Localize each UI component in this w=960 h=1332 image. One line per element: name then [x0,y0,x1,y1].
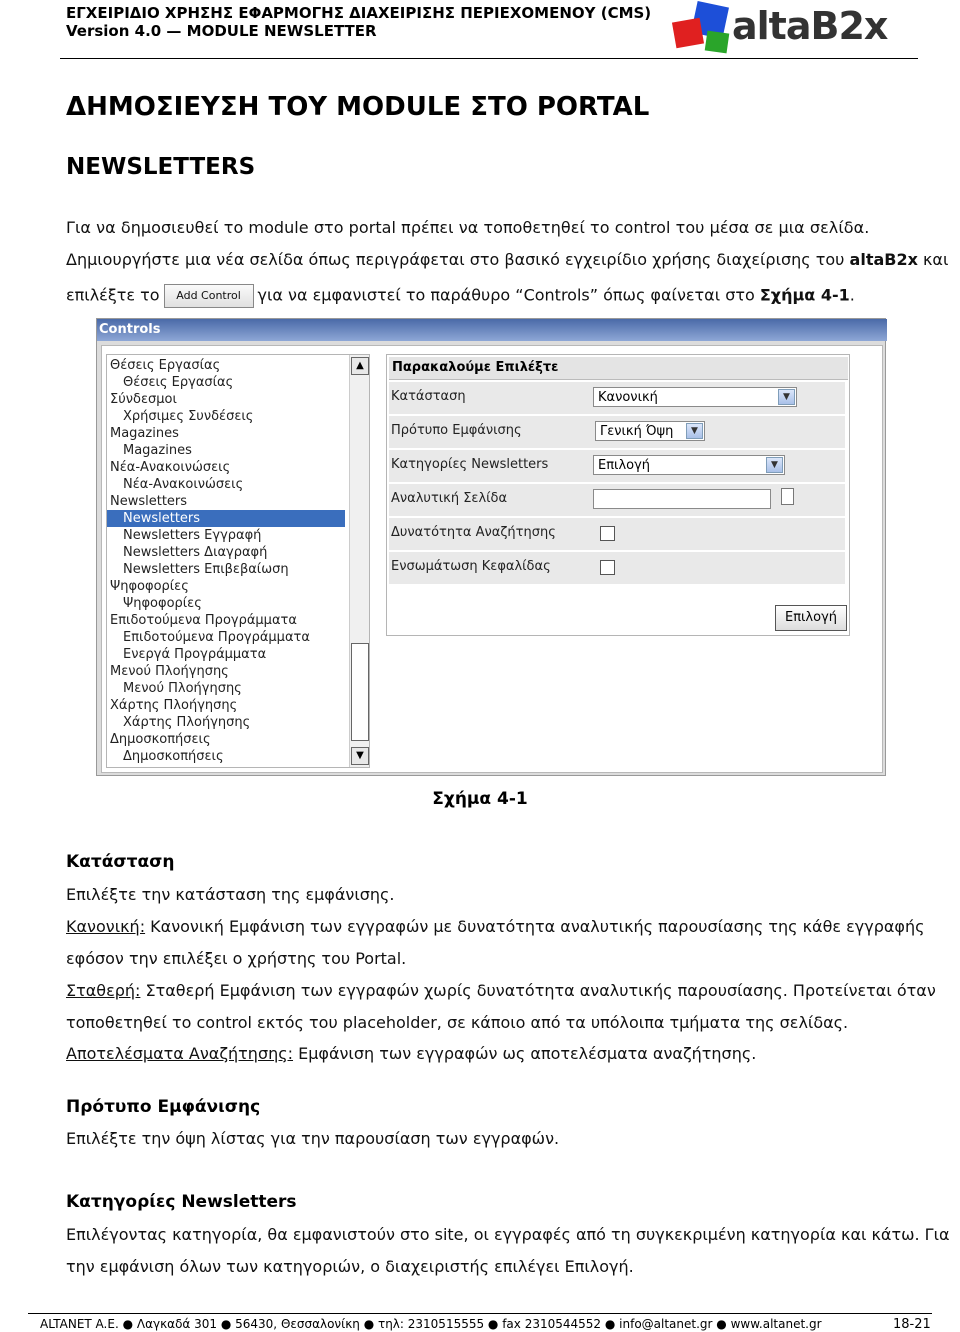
tree-item-child[interactable]: Newsletters Επιβεβαίωση [123,562,289,577]
tree-item-group[interactable]: Επιδοτούμενα Προγράμματα [110,613,297,628]
tree-item-child[interactable]: Δημοσκοπήσεις [123,749,224,764]
tree-item-child[interactable]: Magazines [123,443,192,458]
tree-item-child[interactable]: Newsletters Εγγραφή [123,528,262,543]
tree-item-child[interactable]: Χρήσιμες Συνδέσεις [123,409,254,424]
tree-item-group[interactable]: Newsletters [110,494,188,509]
tree-item-group[interactable]: Ψηφοφορίες [110,579,189,594]
intro-line-1: Για να δημοσιευθεί το module στο portal πρέπει να τοποθετηθεί το control του μέσα σε μια σελίδα. [66,218,870,237]
template-label: Πρότυπο Εμφάνισης [391,423,522,438]
tree-item-group[interactable]: Δημοσκοπήσεις [110,732,211,747]
normal-description-2: εφόσον την επιλέξει ο χρήστης του Portal. [66,949,407,968]
scroll-up-icon[interactable]: ▲ [351,357,369,375]
categories-paragraph-2: την εμφάνιση όλων των κατηγοριών, ο διαχειριστής επιλέγει Επιλογή. [66,1257,634,1276]
tree-item-child[interactable]: Ψηφοφορίες [123,596,202,611]
template-row [389,416,845,449]
tree-item-group[interactable]: Χάρτης Πλοήγησης [110,698,238,713]
tree-item-group[interactable]: Μενού Πλοήγησης [110,664,229,679]
tree-item-child[interactable]: Επιδοτούμενα Προγράμματα [123,630,310,645]
template-paragraph: Επιλέξτε την όψη λίστας για την παρουσίαση των εγγραφών. [66,1129,560,1148]
options-panel-title: Παρακαλούμε Επιλέξτε [389,357,848,380]
header-embed-checkbox[interactable] [600,560,615,575]
tree-item-group[interactable]: Νέα-Ανακοινώσεις [110,460,231,475]
status-label: Κατάσταση [391,389,466,404]
logo-text: altaB2x [732,4,888,48]
header-row [389,552,845,585]
categories-heading: Κατηγορίες Newsletters [66,1192,297,1212]
categories-select[interactable]: Επιλογή ▼ [593,455,785,475]
normal-description: Κανονική: Κανονική Εμφάνιση των εγγραφών με δυνατότητα αναλυτικής παρουσίασης της κάθε εγγραφής [66,917,925,936]
status-select[interactable]: Κανονική ▼ [593,387,797,407]
chevron-down-icon[interactable]: ▼ [766,457,783,473]
tree-item-child[interactable]: Μενού Πλοήγησης [123,681,242,696]
page-number: 18-21 [893,1317,931,1332]
figure-caption: Σχήμα 4-1 [432,789,528,809]
header-title: ΕΓΧΕΙΡΙΔΙΟ ΧΡΗΣΗΣ ΕΦΑΡΜΟΓΗΣ ΔΙΑΧΕΙΡΙΣΗΣ ΠΕΡΙΕΧΟΜΕΝΟΥ (CMS) [66,4,652,22]
page-picker-icon[interactable] [781,488,794,505]
fixed-description-2: τοποθετηθεί το control εκτός του placeholder, σε κάποιο από τα υπόλοιπα τμήματα της σελίδας. [66,1013,849,1032]
controls-tree [106,354,370,768]
scroll-down-icon[interactable]: ▼ [351,747,369,765]
tree-item-child[interactable]: Ενεργά Προγράμματα [123,647,267,662]
chevron-down-icon[interactable]: ▼ [686,423,703,439]
detail-page-row [389,484,845,517]
fixed-description: Σταθερή: Σταθερή Εμφάνιση των εγγραφών χωρίς δυνατότητα αναλυτικής παρουσίασης. Προτείνεται όταν [66,981,936,1000]
controls-window-body [101,345,883,773]
header-version: Version 4.0 — MODULE NEWSLETTER [66,22,377,40]
intro-line-3: επιλέξτε το Add Control για να εμφανιστεί το παράθυρο “Controls” όπως φαίνεται στο Σχήμα 4-1. [66,284,855,308]
tree-item-group[interactable]: Magazines [110,426,179,441]
scroll-thumb[interactable] [351,643,369,741]
status-row [389,382,845,415]
add-control-button[interactable]: Add Control [164,284,254,308]
status-heading: Κατάσταση [66,852,175,872]
page-title: ΔΗΜΟΣΙΕΥΣΗ ΤΟΥ MODULE ΣΤΟ PORTAL [66,92,650,122]
altab2x-logo [672,0,912,56]
intro-line-2: Δημιουργήστε μια νέα σελίδα όπως περιγράφεται στο βασικό εγχειρίδιο χρήσης διαχείρισης του altaB2x και [66,250,949,269]
tree-item-group[interactable]: Σύνδεσμοι [110,392,177,407]
choose-button[interactable]: Επιλογή [775,605,847,631]
tree-item-child[interactable]: Θέσεις Εργασίας [123,375,234,390]
status-paragraph: Επιλέξτε την κατάσταση της εμφάνισης. [66,885,395,904]
logo-red-square [672,18,704,48]
logo-green-square [705,31,730,54]
page-subtitle: NEWSLETTERS [66,154,256,180]
tree-scrollbar[interactable] [349,355,369,767]
template-heading: Πρότυπο Εμφάνισης [66,1097,261,1117]
results-description: Αποτελέσματα Αναζήτησης: Εμφάνιση των εγγραφών ως αποτελέσματα αναζήτησης. [66,1044,757,1063]
tree-item-child[interactable]: Newsletters [107,510,345,527]
categories-label: Κατηγορίες Newsletters [391,457,549,472]
search-row [389,518,845,551]
footer-contact: ALTANET A.E. ● Λαγκαδά 301 ● 56430, Θεσσαλονίκη ● τηλ: 2310515555 ● fax 2310544552 ● info@altanet.gr ● www.altanet.gr [40,1317,822,1331]
tree-item-group[interactable]: Θέσεις Εργασίας [110,358,221,373]
categories-row [389,450,845,483]
tree-item-child[interactable]: Χάρτης Πλοήγησης [123,715,251,730]
header-embed-label: Ενσωμάτωση Κεφαλίδας [391,559,551,574]
categories-paragraph-1: Επιλέγοντας κατηγορία, θα εμφανιστούν στο site, οι εγγραφές από τη συγκεκριμένη κατηγορία και κάτω. Για [66,1225,950,1244]
search-label: Δυνατότητα Αναζήτησης [391,525,556,540]
chevron-down-icon[interactable]: ▼ [778,389,795,405]
detail-page-label: Αναλυτική Σελίδα [391,491,508,506]
tree-item-child[interactable]: Νέα-Ανακοινώσεις [123,477,244,492]
controls-window [96,318,886,776]
search-checkbox[interactable] [600,526,615,541]
options-panel [386,354,850,636]
detail-page-input[interactable] [593,489,771,509]
footer-divider [28,1313,932,1314]
template-select[interactable]: Γενική Όψη ▼ [595,421,705,441]
tree-item-child[interactable]: Newsletters Διαγραφή [123,545,268,560]
controls-window-title: Controls [97,319,887,341]
header-divider [60,58,918,59]
